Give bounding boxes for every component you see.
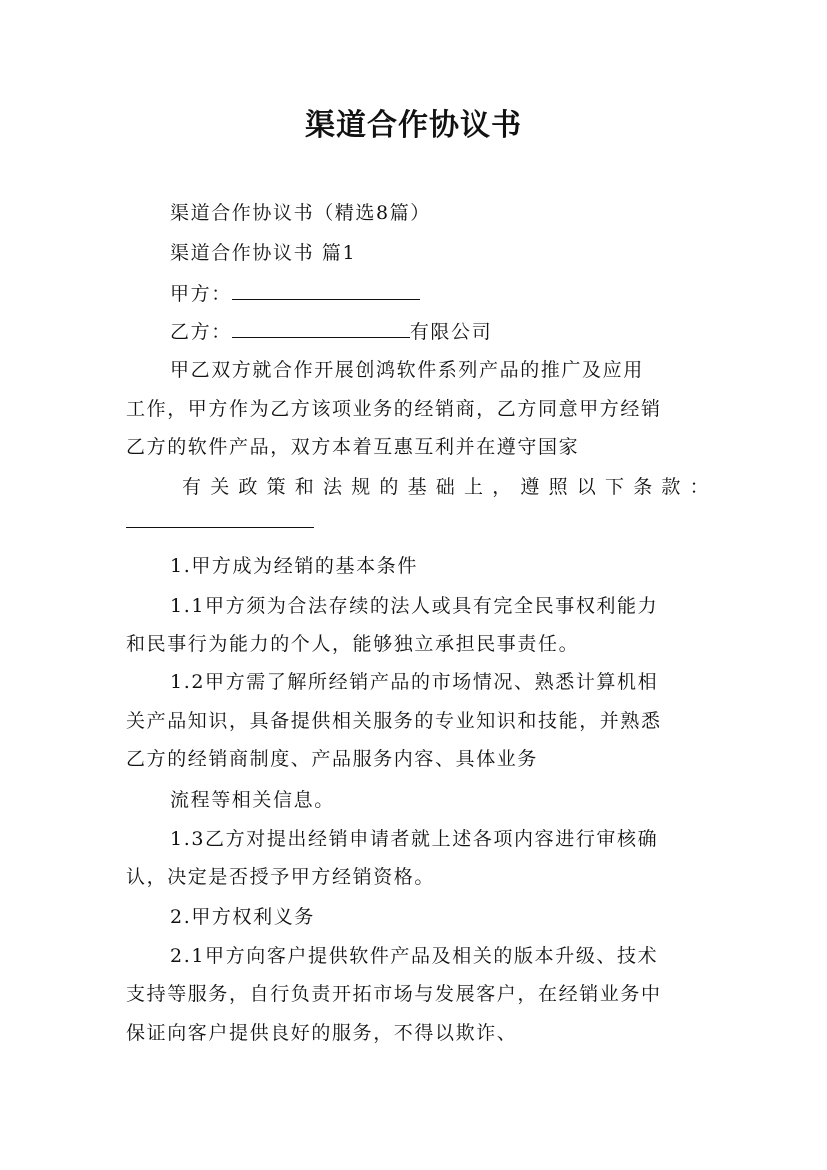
party-b-line bbox=[170, 317, 492, 344]
party-a-blank bbox=[232, 298, 420, 300]
paragraph-line: 认，决定是否授予甲方经销资格。 bbox=[126, 866, 436, 888]
paragraph-line: 有关政策和法规的基础上，遵照以下条款： bbox=[182, 476, 718, 498]
party-b-blank bbox=[232, 336, 410, 338]
paragraph-line: 乙方的软件产品，双方本着互惠互利并在遵守国家 bbox=[126, 436, 580, 458]
paragraph-line: 1.1甲方须为合法存续的法人或具有完全民事权利能力 bbox=[170, 595, 659, 617]
party-a-line bbox=[170, 279, 420, 306]
paragraph-line: 关产品知识，具备提供相关服务的专业知识和技能，并熟悉 bbox=[126, 710, 662, 732]
party-b-label: 乙方： bbox=[170, 321, 232, 343]
paragraph-line: 流程等相关信息。 bbox=[170, 789, 335, 811]
chapter-heading: 渠道合作协议书 篇1 bbox=[170, 242, 357, 264]
party-a-label: 甲方： bbox=[170, 283, 232, 305]
paragraph-line: 和民事行为能力的个人，能够独立承担民事责任。 bbox=[126, 633, 580, 655]
paragraph-line: 支持等服务，自行负责开拓市场与发展客户，在经销业务中 bbox=[126, 983, 662, 1005]
paragraph-line: 乙方的经销商制度、产品服务内容、具体业务 bbox=[126, 748, 539, 770]
party-b-suffix: 有限公司 bbox=[409, 321, 493, 343]
paragraph-line: 甲乙双方就合作开展创鸿软件系列产品的推广及应用 bbox=[170, 359, 644, 381]
subtitle-line: 渠道合作协议书（精选8篇） bbox=[170, 202, 431, 224]
paragraph-line: 1.2甲方需了解所经销产品的市场情况、熟悉计算机相 bbox=[170, 671, 659, 693]
section-heading: 2.甲方权利义务 bbox=[170, 906, 315, 928]
paragraph-line: 工作，甲方作为乙方该项业务的经销商，乙方同意甲方经销 bbox=[126, 398, 662, 420]
paragraph-line: 2.1甲方向客户提供软件产品及相关的版本升级、技术 bbox=[170, 945, 659, 967]
blank-rule bbox=[126, 527, 314, 528]
document-title: 渠道合作协议书 bbox=[305, 108, 522, 143]
paragraph-line: 保证向客户提供良好的服务，不得以欺诈、 bbox=[126, 1022, 518, 1044]
paragraph-line: 1.3乙方对提出经销申请者就上述各项内容进行审核确 bbox=[170, 828, 659, 850]
section-heading: 1.甲方成为经销的基本条件 bbox=[170, 555, 418, 577]
